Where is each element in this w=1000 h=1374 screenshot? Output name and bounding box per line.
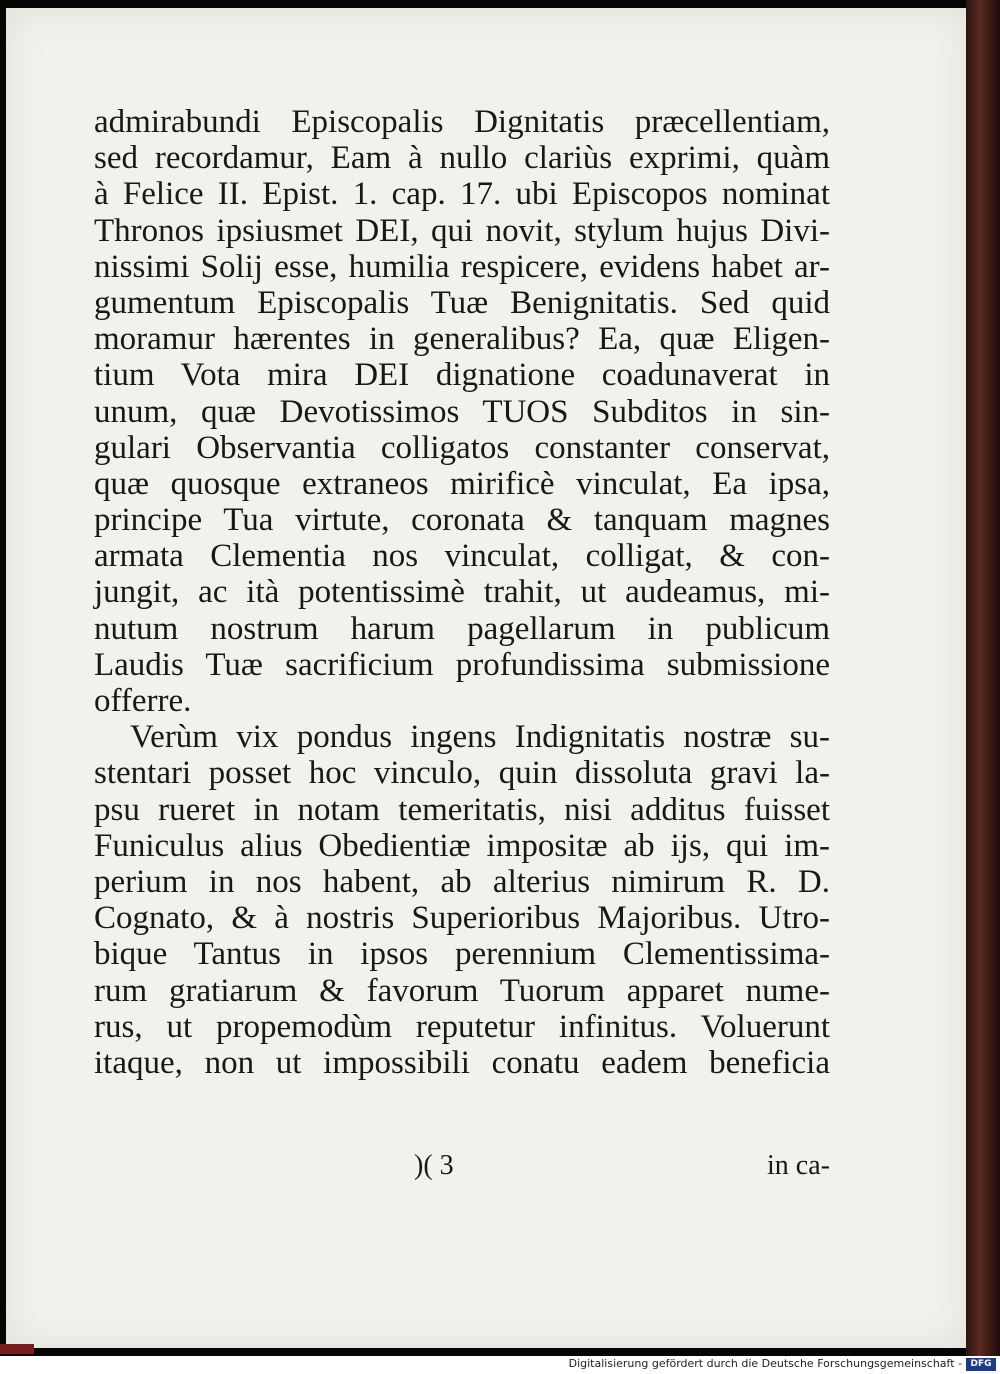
text-line: stentari posset hoc vinculo, quin dissoluta gravi la- — [94, 755, 830, 792]
book-spine — [966, 0, 1000, 1356]
text-line: itaque, non ut impossibili conatu eadem beneficia — [94, 1044, 830, 1081]
page-footer — [94, 1150, 830, 1186]
text-line: bique Tantus in ipsos perennium Clementissima- — [94, 936, 830, 973]
text-line: Laudis Tuæ sacrificium profundissima submissione — [94, 646, 830, 683]
text-line: nissimi Solij esse, humilia respicere, evidens habet ar- — [94, 248, 830, 285]
text-line: jungit, ac ità potentissimè trahit, ut audeamus, mi- — [94, 574, 830, 611]
dfg-credit-text: Digitalisierung gefördert durch die Deutsche Forschungsgemeinschaft - — [568, 1357, 962, 1370]
text-line: perium in nos habent, ab alterius nimirum R. D. — [94, 863, 830, 900]
catchword: in ca- — [767, 1150, 830, 1181]
text-line: admirabundi Episcopalis Dignitatis præcellentiam, — [94, 104, 830, 140]
text-line: principe Tua virtute, coronata & tanquam magnes — [94, 502, 830, 539]
text-line: sed recordamur, Eam à nullo clariùs exprimi, quàm — [94, 140, 830, 177]
text-line: psu rueret in notam temeritatis, nisi additus fuisset — [94, 791, 830, 828]
text-line: à Felice II. Epist. 1. cap. 17. ubi Episcopos nominat — [94, 176, 830, 213]
book-page — [6, 8, 966, 1348]
text-line: Funiculus alius Obedientiæ impositæ ab ijs, qui im- — [94, 827, 830, 864]
text-line: gulari Observantia colligatos constanter conservat, — [94, 429, 830, 466]
credit-bar — [0, 1356, 1000, 1374]
text-line: moramur hærentes in generalibus? Ea, quæ Eligen- — [94, 321, 830, 358]
text-line: offerre. — [94, 683, 192, 719]
text-line: unum, quæ Devotissimos TUOS Subditos in sin- — [94, 393, 830, 430]
text-line: nutum nostrum harum pagellarum in publicum — [94, 610, 830, 647]
text-line: quæ quosque extraneos mirificè vinculat, Ea ipsa, — [94, 465, 830, 502]
text-line: gumentum Episcopalis Tuæ Benignitatis. Sed quid — [94, 284, 830, 321]
text-line: Cognato, & à nostris Superioribus Majoribus. Utro- — [94, 900, 830, 937]
text-line: Verùm vix pondus ingens Indignitatis nostræ su- — [130, 719, 830, 756]
text-line: rum gratiarum & favorum Tuorum apparet nume- — [94, 972, 830, 1009]
text-line: Thronos ipsiusmet DEI, qui novit, stylum hujus Divi- — [94, 212, 830, 249]
text-line: rus, ut propemodùm reputetur infinitus. Voluerunt — [94, 1008, 830, 1045]
scan-color-mark — [0, 1344, 34, 1354]
text-line: armata Clementia nos vinculat, colligat, & con- — [94, 538, 830, 575]
signature-mark: )( 3 — [414, 1150, 454, 1181]
text-line: tium Vota mira DEI dignatione coadunaverat in — [94, 357, 830, 394]
dfg-logo-icon: DFG — [966, 1358, 996, 1371]
page-text — [94, 104, 830, 1081]
